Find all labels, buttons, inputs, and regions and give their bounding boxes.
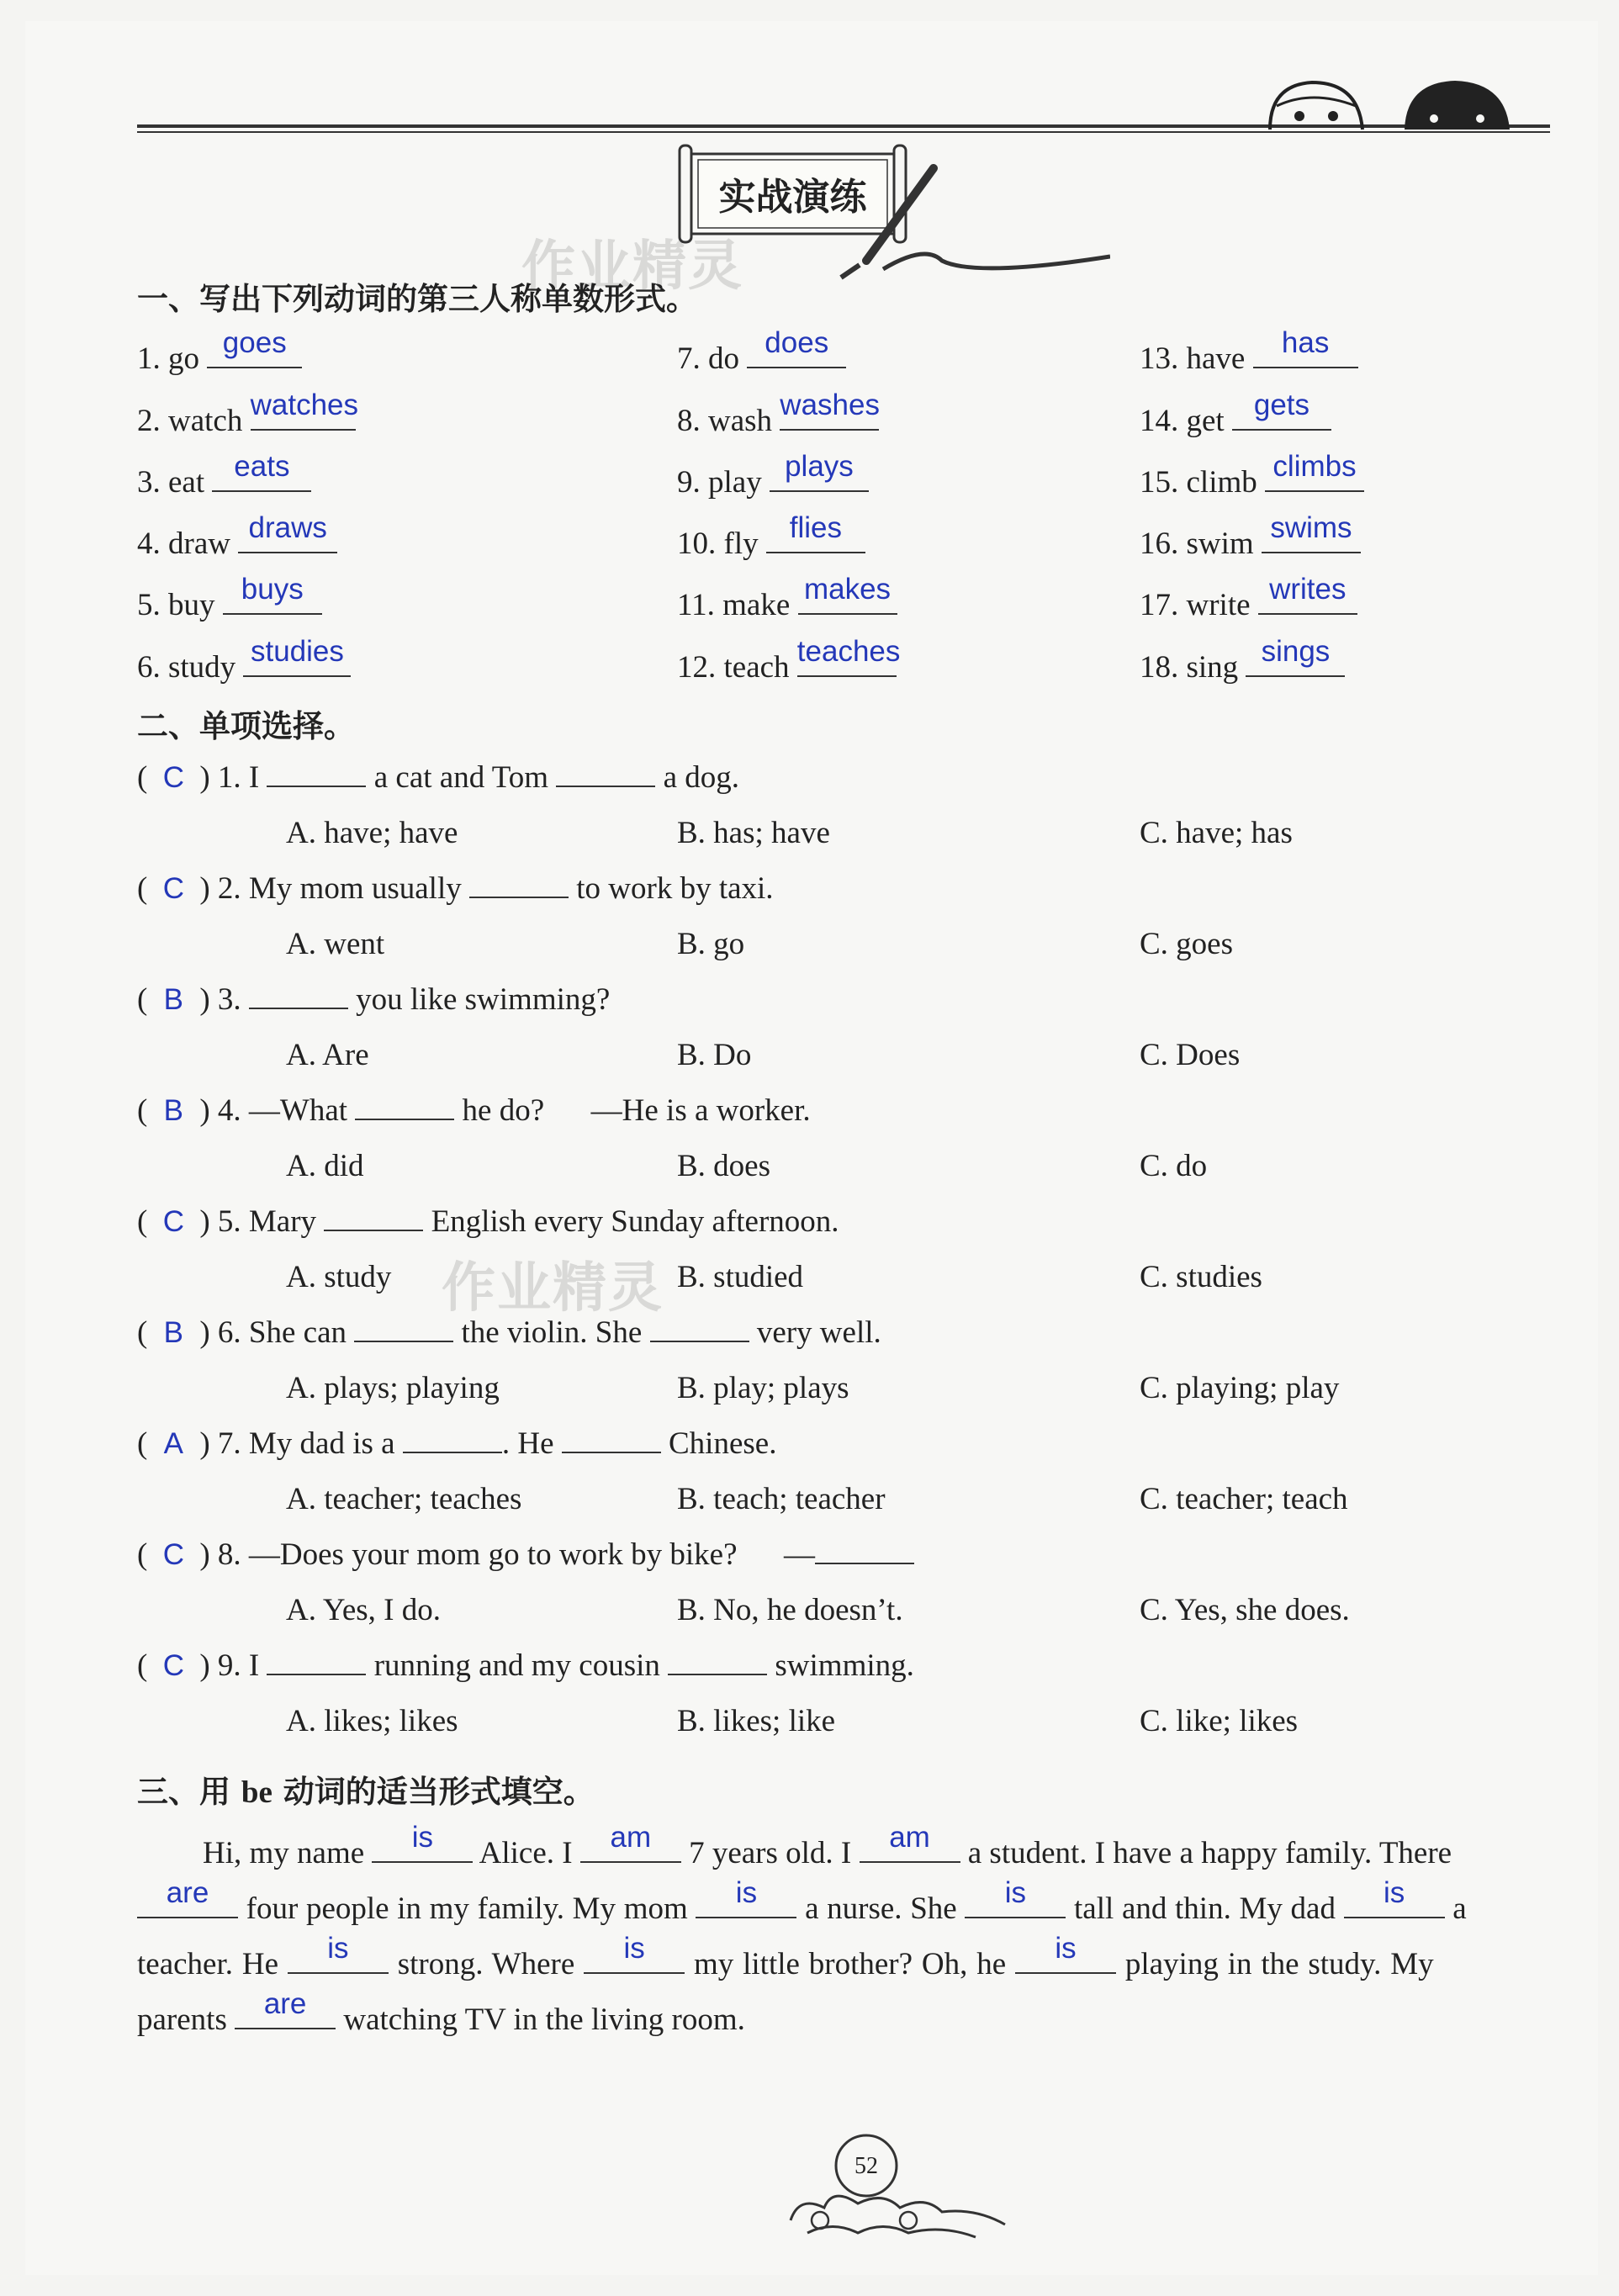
option-c[interactable]: C. Does [1140, 1038, 1241, 1072]
item-number: 18. [1140, 650, 1179, 685]
verb-item [137, 635, 351, 685]
be-answer: is [411, 1821, 434, 1854]
be-answer: am [889, 1821, 930, 1854]
paragraph-text: tall and thin. My dad [1074, 1891, 1336, 1926]
answer-blank[interactable] [1253, 326, 1358, 368]
question-text: —He is a worker. [590, 1093, 811, 1128]
verb-word: wash [708, 404, 773, 438]
verb-item [137, 511, 337, 562]
answer-text: swims [1270, 511, 1352, 544]
paragraph-text: strong. Where [397, 1947, 575, 1981]
verb-item [677, 573, 897, 623]
question-text: swimming. [775, 1648, 914, 1683]
be-blank[interactable] [696, 1876, 796, 1918]
answer-text: does [765, 326, 829, 359]
answer-blank[interactable] [1262, 511, 1361, 553]
item-number: 11. [677, 588, 715, 622]
question-number: 1. [217, 760, 241, 795]
question-number: 7. [217, 1426, 241, 1461]
choice-answer: C [162, 1205, 184, 1238]
verb-word: do [708, 341, 739, 376]
question-blank[interactable] [650, 1315, 749, 1342]
question-blank[interactable] [556, 760, 655, 787]
item-number: 12. [677, 650, 717, 685]
item-number: 4. [137, 526, 161, 561]
option-a[interactable]: A. did [286, 1149, 364, 1183]
question-blank[interactable] [249, 982, 348, 1009]
answer-blank[interactable] [250, 389, 359, 431]
item-number: 14. [1140, 404, 1179, 438]
question-text: he do? [462, 1093, 545, 1128]
option-a[interactable]: A. likes; likes [286, 1704, 458, 1738]
option-b[interactable]: B. No, he doesn’t. [677, 1593, 903, 1627]
answer-blank[interactable] [243, 635, 351, 677]
question-text: running and my cousin [373, 1648, 660, 1683]
be-answer: is [1383, 1876, 1405, 1909]
watermark: 作业精灵 [521, 235, 743, 298]
verb-item [677, 389, 880, 439]
question-blank[interactable] [355, 1093, 454, 1120]
choice-answer: B [163, 983, 183, 1016]
be-blank[interactable] [235, 1987, 336, 2029]
paragraph-text: Hi, my name [203, 1836, 365, 1870]
paragraph-line [137, 1932, 1550, 1982]
cartoon-heads-icon [1253, 72, 1556, 131]
be-blank[interactable] [860, 1821, 960, 1863]
question-text: a dog. [663, 760, 740, 795]
answer-text: goes [222, 326, 287, 359]
question-number: 2. [217, 871, 241, 906]
answer-blank[interactable] [1258, 573, 1357, 615]
choice-answer: B [163, 1094, 183, 1127]
question-number: 5. [217, 1204, 241, 1239]
question-line: ( C ) 1. I a cat and Tom a dog. [137, 760, 740, 795]
answer-text: makes [803, 573, 892, 606]
verb-word: watch [168, 404, 243, 438]
verb-item [1140, 511, 1361, 562]
option-c[interactable]: C. like; likes [1140, 1704, 1299, 1738]
answer-blank[interactable] [796, 635, 901, 677]
item-number: 6. [137, 650, 161, 685]
answer-text: plays [785, 450, 854, 483]
be-blank[interactable] [1344, 1876, 1445, 1918]
question-blank[interactable] [354, 1315, 453, 1342]
verb-word: teach [723, 650, 790, 685]
item-number: 9. [677, 465, 701, 500]
choice-answer: C [162, 1649, 184, 1682]
choice-answer: B [163, 1316, 183, 1349]
verb-word: climb [1186, 465, 1257, 500]
verb-item [677, 450, 869, 500]
question-blank[interactable] [562, 1426, 661, 1453]
verb-item [1140, 573, 1357, 623]
option-b[interactable]: B. does [677, 1149, 770, 1183]
answer-blank[interactable] [212, 450, 311, 492]
option-b[interactable]: B. play; plays [677, 1371, 849, 1405]
verb-item [1140, 326, 1358, 377]
answer-blank[interactable] [747, 326, 846, 368]
be-blank[interactable] [1015, 1932, 1116, 1974]
verb-word: swim [1186, 526, 1254, 561]
item-number: 5. [137, 588, 161, 622]
section3-title-be: be [241, 1775, 272, 1810]
option-b[interactable]: B. go [677, 927, 745, 961]
section3-title-pre: 三、用 [137, 1774, 241, 1810]
question-text: She can [248, 1315, 347, 1350]
paragraph-text: four people in my family. My mom [246, 1891, 688, 1926]
answer-text: has [1281, 326, 1330, 359]
verb-word: draw [168, 526, 230, 561]
question-number: 9. [217, 1648, 241, 1683]
option-b[interactable]: B. has; have [677, 816, 830, 850]
verb-word: write [1186, 588, 1251, 622]
question-text: My mom usually [248, 871, 462, 906]
verb-item [677, 635, 901, 685]
option-a[interactable]: A. Are [286, 1038, 369, 1072]
be-answer: is [327, 1932, 349, 1965]
answer-blank[interactable] [766, 511, 865, 553]
question-line: ( C ) 5. Mary English every Sunday afternoon. [137, 1204, 839, 1239]
question-blank[interactable] [403, 1426, 502, 1453]
verb-word: play [708, 465, 762, 500]
paragraph-text: teacher. He [137, 1947, 278, 1981]
question-text: the violin. She [461, 1315, 643, 1350]
paragraph-text: Alice. I [479, 1836, 573, 1870]
cloud-ornament-icon [782, 2128, 1009, 2254]
question-line: ( C ) 8. —Does your mom go to work by bike? — [137, 1537, 914, 1573]
item-number: 7. [677, 341, 701, 376]
verb-item [1140, 635, 1345, 685]
verb-word: make [722, 588, 791, 622]
be-answer: am [610, 1821, 652, 1854]
question-text: —What [248, 1093, 348, 1128]
question-number: 3. [217, 982, 241, 1017]
option-c[interactable]: C. playing; play [1140, 1371, 1340, 1405]
option-a[interactable]: A. Yes, I do. [286, 1593, 442, 1627]
answer-text: eats [234, 450, 290, 483]
section3-title [137, 1766, 595, 1812]
option-a[interactable]: A. went [286, 927, 385, 961]
option-b[interactable]: B. Do [677, 1038, 752, 1072]
option-c[interactable]: C. goes [1140, 927, 1233, 961]
question-text: I [248, 760, 260, 795]
item-number: 2. [137, 404, 161, 438]
paragraph-line [137, 1876, 1550, 1927]
question-blank[interactable] [469, 871, 569, 898]
option-b[interactable]: B. teach; teacher [677, 1482, 886, 1516]
answer-text: sings [1261, 635, 1331, 668]
question-line: ( B ) 3. you like swimming? [137, 982, 611, 1017]
question-text: My dad is a [248, 1426, 395, 1461]
brush-stroke-icon [807, 160, 1110, 286]
answer-text: watches [250, 389, 359, 421]
question-text: . He [501, 1426, 554, 1461]
be-blank[interactable] [137, 1876, 238, 1918]
be-blank[interactable] [965, 1876, 1066, 1918]
be-answer: are [166, 1876, 209, 1909]
verb-word: have [1186, 341, 1246, 376]
answer-text: gets [1253, 389, 1310, 421]
option-b[interactable]: B. studied [677, 1260, 804, 1294]
question-line: ( C ) 9. I running and my cousin swimming. [137, 1648, 914, 1683]
question-text: you like swimming? [356, 982, 611, 1017]
option-a[interactable]: A. plays; playing [286, 1371, 500, 1405]
verb-word: get [1186, 404, 1225, 438]
section3-title-post: 动词的适当形式填空。 [272, 1774, 595, 1810]
question-line: ( C ) 2. My mom usually to work by taxi. [137, 871, 774, 906]
question-text: Mary [248, 1204, 317, 1239]
be-blank[interactable] [584, 1932, 685, 1974]
option-c[interactable]: C. Yes, she does. [1140, 1593, 1350, 1627]
question-text: I [248, 1648, 260, 1683]
item-number: 3. [137, 465, 161, 500]
paragraph-line [137, 1987, 1550, 2038]
verb-item [137, 450, 311, 500]
question-text: — [784, 1537, 816, 1572]
answer-blank[interactable] [207, 326, 302, 368]
answer-text: buys [241, 573, 304, 606]
answer-blank[interactable] [780, 389, 880, 431]
choice-answer: C [162, 872, 184, 905]
answer-blank[interactable] [238, 511, 337, 553]
question-line: ( B ) 6. She can the violin. She very well. [137, 1315, 881, 1350]
option-c[interactable]: C. studies [1140, 1260, 1262, 1294]
paragraph-text: playing in the study. My [1124, 1947, 1434, 1981]
option-a[interactable]: A. have; have [286, 816, 458, 850]
answer-blank[interactable] [1232, 389, 1331, 431]
verb-word: eat [168, 465, 205, 500]
item-number: 15. [1140, 465, 1179, 500]
verb-word: fly [723, 526, 759, 561]
be-answer: is [1055, 1932, 1077, 1965]
verb-word: sing [1186, 650, 1239, 685]
item-number: 16. [1140, 526, 1179, 561]
option-a[interactable]: A. teacher; teaches [286, 1482, 522, 1516]
watermark: 作业精灵 [442, 1257, 664, 1320]
page-number: 52 [854, 2153, 878, 2179]
verb-word: buy [168, 588, 215, 622]
item-number: 17. [1140, 588, 1179, 622]
question-line: ( B ) 4. —What he do? —He is a worker. [137, 1093, 811, 1128]
answer-text: writes [1269, 573, 1347, 606]
question-text: Chinese. [669, 1426, 777, 1461]
question-number: 8. [217, 1537, 241, 1572]
option-b[interactable]: B. likes; like [677, 1704, 836, 1738]
verb-word: study [168, 650, 236, 685]
be-answer: are [263, 1987, 307, 2020]
option-c[interactable]: C. have; has [1140, 816, 1293, 850]
answer-text: teaches [796, 635, 901, 668]
paragraph-line [137, 1821, 1616, 1871]
be-answer: is [735, 1876, 758, 1909]
question-number: 6. [217, 1315, 241, 1350]
answer-blank[interactable] [798, 573, 897, 615]
paragraph-text: a student. I have a happy family. There [967, 1836, 1452, 1870]
question-blank[interactable] [815, 1537, 914, 1564]
be-blank[interactable] [580, 1821, 681, 1863]
be-answer: is [623, 1932, 645, 1965]
paragraph-text: a nurse. She [805, 1891, 957, 1926]
verb-item [137, 389, 359, 439]
question-blank[interactable] [267, 760, 366, 787]
answer-text: climbs [1272, 450, 1357, 483]
item-number: 13. [1140, 341, 1179, 376]
item-number: 10. [677, 526, 717, 561]
be-blank[interactable] [288, 1932, 389, 1974]
banner-title: 实战演练 [718, 176, 867, 219]
question-blank[interactable] [267, 1648, 366, 1675]
answer-text: washes [780, 389, 880, 421]
paragraph-text: 7 years old. I [689, 1836, 852, 1870]
be-answer: is [1004, 1876, 1027, 1909]
question-text: —Does your mom go to work by bike? [248, 1537, 738, 1572]
answer-text: draws [248, 511, 327, 544]
option-c[interactable]: C. do [1140, 1149, 1208, 1183]
paragraph-text: a [1452, 1891, 1467, 1926]
answer-text: flies [789, 511, 842, 544]
verb-item [677, 326, 846, 377]
choice-answer: C [162, 1538, 184, 1571]
question-text: to work by taxi. [576, 871, 774, 906]
be-blank[interactable] [372, 1821, 473, 1863]
section2-title: 二、单项选择。 [137, 708, 355, 744]
item-number: 8. [677, 404, 701, 438]
question-blank[interactable] [324, 1204, 423, 1231]
choice-answer: A [163, 1427, 183, 1460]
answer-blank[interactable] [1265, 450, 1364, 492]
choice-answer: C [162, 761, 184, 794]
question-text: very well. [756, 1315, 881, 1350]
verb-item [137, 326, 302, 377]
option-c[interactable]: C. teacher; teach [1140, 1482, 1348, 1516]
paragraph-text: parents [137, 2002, 227, 2037]
paragraph-text: my little brother? Oh, he [693, 1947, 1007, 1981]
question-number: 4. [217, 1093, 241, 1128]
question-line: ( A ) 7. My dad is a . He Chinese. [137, 1426, 777, 1461]
question-text: English every Sunday afternoon. [431, 1204, 839, 1239]
section1-title: 一、写出下列动词的第三人称单数形式。 [137, 281, 697, 317]
header-rule-thin [137, 131, 1550, 133]
option-a[interactable]: A. study [286, 1260, 392, 1294]
paragraph-text: watching TV in the living room. [343, 2002, 745, 2037]
question-blank[interactable] [668, 1648, 767, 1675]
answer-text: studies [250, 635, 344, 668]
verb-word: go [168, 341, 199, 376]
answer-blank[interactable] [770, 450, 869, 492]
question-text: a cat and Tom [373, 760, 549, 795]
verb-item [1140, 389, 1331, 439]
answer-blank[interactable] [1246, 635, 1345, 677]
item-number: 1. [137, 341, 161, 376]
verb-item [1140, 450, 1364, 500]
verb-item [137, 573, 322, 623]
verb-item [677, 511, 865, 562]
answer-blank[interactable] [223, 573, 322, 615]
